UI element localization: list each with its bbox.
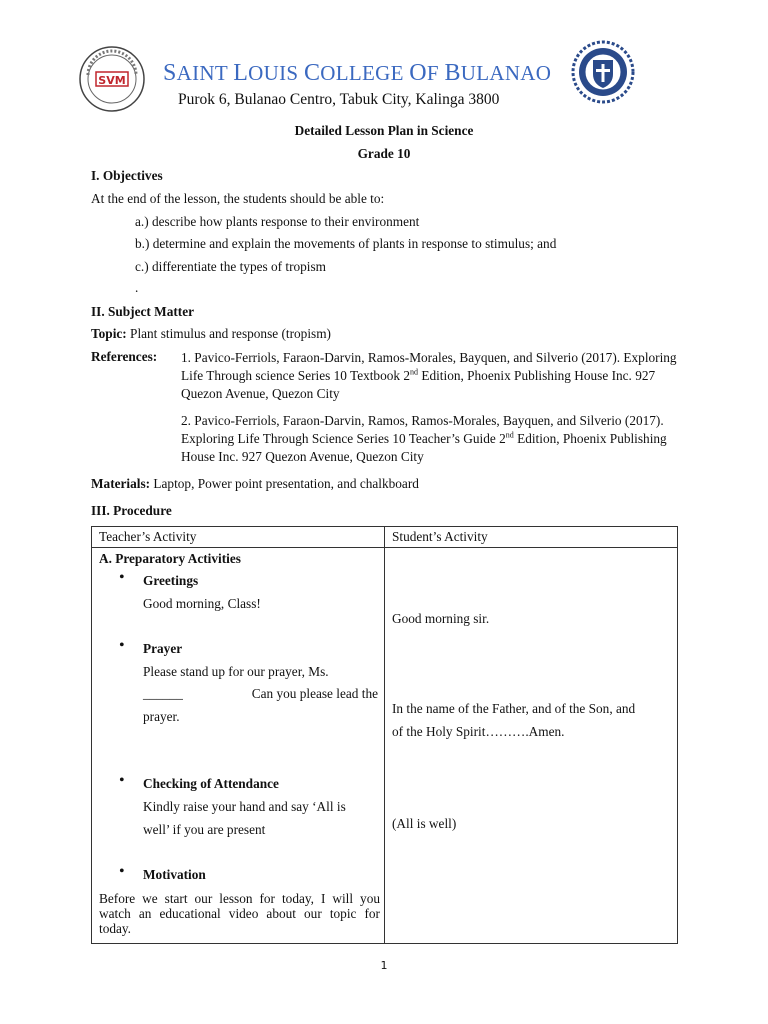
attendance-title: Checking of Attendance xyxy=(143,776,279,791)
bullet-icon: • xyxy=(119,637,125,654)
table-row xyxy=(92,548,678,944)
school-name-cap: L xyxy=(233,60,249,86)
attendance-teacher-line: Kindly raise your hand and say ‘All is xyxy=(143,799,346,814)
school-name xyxy=(163,60,551,87)
document-title: Detailed Lesson Plan in Science xyxy=(294,123,474,138)
objective-item: b.) determine and explain the movements of plants in response to stimulus; and xyxy=(135,236,557,251)
prayer-teacher-line: prayer. xyxy=(143,709,180,724)
school-name-cap: O xyxy=(409,60,427,86)
topic-value: Plant stimulus and response (tropism) xyxy=(130,326,331,341)
greetings-student: Good morning sir. xyxy=(392,611,490,626)
col-teacher-header: Teacher’s Activity xyxy=(92,527,385,548)
references-label: References: xyxy=(91,349,158,364)
section-heading: A. Preparatory Activities xyxy=(99,551,241,566)
grade-level: Grade 10 xyxy=(357,146,411,161)
school-name-rest: ULANAO xyxy=(460,61,552,85)
materials-line xyxy=(91,476,419,492)
table-header-row xyxy=(92,527,678,548)
school-name-rest: AINT xyxy=(176,61,228,85)
objectives-intro: At the end of the lesson, the students should be able to: xyxy=(91,191,385,206)
prayer-title: Prayer xyxy=(143,641,183,656)
school-name-cap: C xyxy=(303,60,321,86)
school-name-cap: B xyxy=(444,60,461,86)
reference-1: 1. Pavico-Ferriols, Faraon-Darvin, Ramos-Morales, Bayquen, and Silverio (2017). Exploring Life Through science Series 10 Textbook 2nd Edition, Phoenix Publishing House Inc. 927 Quezon Avenue, Quezon City xyxy=(181,350,677,401)
motivation-teacher: Before we start our lesson for today, I will you watch an educational video about our topic for today. xyxy=(99,891,380,936)
col-student-header: Student’s Activity xyxy=(385,527,678,548)
bullet-icon: • xyxy=(119,569,125,586)
school-seal-logo xyxy=(78,45,146,113)
prayer-student-line: In the name of the Father, and of the Son, and xyxy=(392,701,636,716)
bullet-icon: • xyxy=(119,863,125,880)
attendance-student: (All is well) xyxy=(392,816,457,831)
objective-item: c.) differentiate the types of tropism xyxy=(135,259,327,274)
objective-item: . xyxy=(135,280,139,295)
topic-line xyxy=(91,326,331,342)
procedure-table xyxy=(91,526,678,944)
greetings-title: Greetings xyxy=(143,573,199,588)
prayer-teacher-line: ______ Can you please lead the xyxy=(143,686,378,701)
teacher-activity-cell xyxy=(92,548,385,944)
motivation-title: Motivation xyxy=(143,867,206,882)
objective-item: a.) describe how plants response to their environment xyxy=(135,214,420,229)
school-name-rest: OUIS xyxy=(248,61,299,85)
topic-label: Topic: xyxy=(91,326,127,341)
greetings-teacher: Good morning, Class! xyxy=(143,596,261,611)
prayer-student-line: of the Holy Spirit……….Amen. xyxy=(392,724,565,739)
school-address: Purok 6, Bulanao Centro, Tabuk City, Kalinga 3800 xyxy=(178,91,500,108)
school-name-cap: S xyxy=(163,60,177,86)
prayer-teacher-line: Please stand up for our prayer, Ms. xyxy=(143,664,329,679)
objectives-heading: I. Objectives xyxy=(91,168,163,183)
college-crest-logo xyxy=(571,40,635,104)
page-number: 1 xyxy=(380,959,388,972)
bullet-icon: • xyxy=(119,772,125,789)
school-name-rest: OLLEGE xyxy=(320,61,404,85)
reference-2: 2. Pavico-Ferriols, Faraon-Darvin, Ramos, Ramos-Morales, Bayquen, and Silverio (2017). Exploring Life Through Science Series 10 Teacher’s Guide 2nd Edition, Phoenix Publishing House Inc. 927 Quezon Avenue, Quezon City xyxy=(181,413,667,464)
student-activity-cell xyxy=(385,548,678,944)
materials-label: Materials: xyxy=(91,476,151,491)
procedure-heading: III. Procedure xyxy=(91,503,172,518)
materials-value: Laptop, Power point presentation, and chalkboard xyxy=(153,476,419,491)
subject-matter-heading: II. Subject Matter xyxy=(91,304,195,319)
school-name-rest: F xyxy=(426,61,439,85)
attendance-teacher-line: well’ if you are present xyxy=(143,822,266,837)
logo-left-text: SVM xyxy=(98,74,126,87)
